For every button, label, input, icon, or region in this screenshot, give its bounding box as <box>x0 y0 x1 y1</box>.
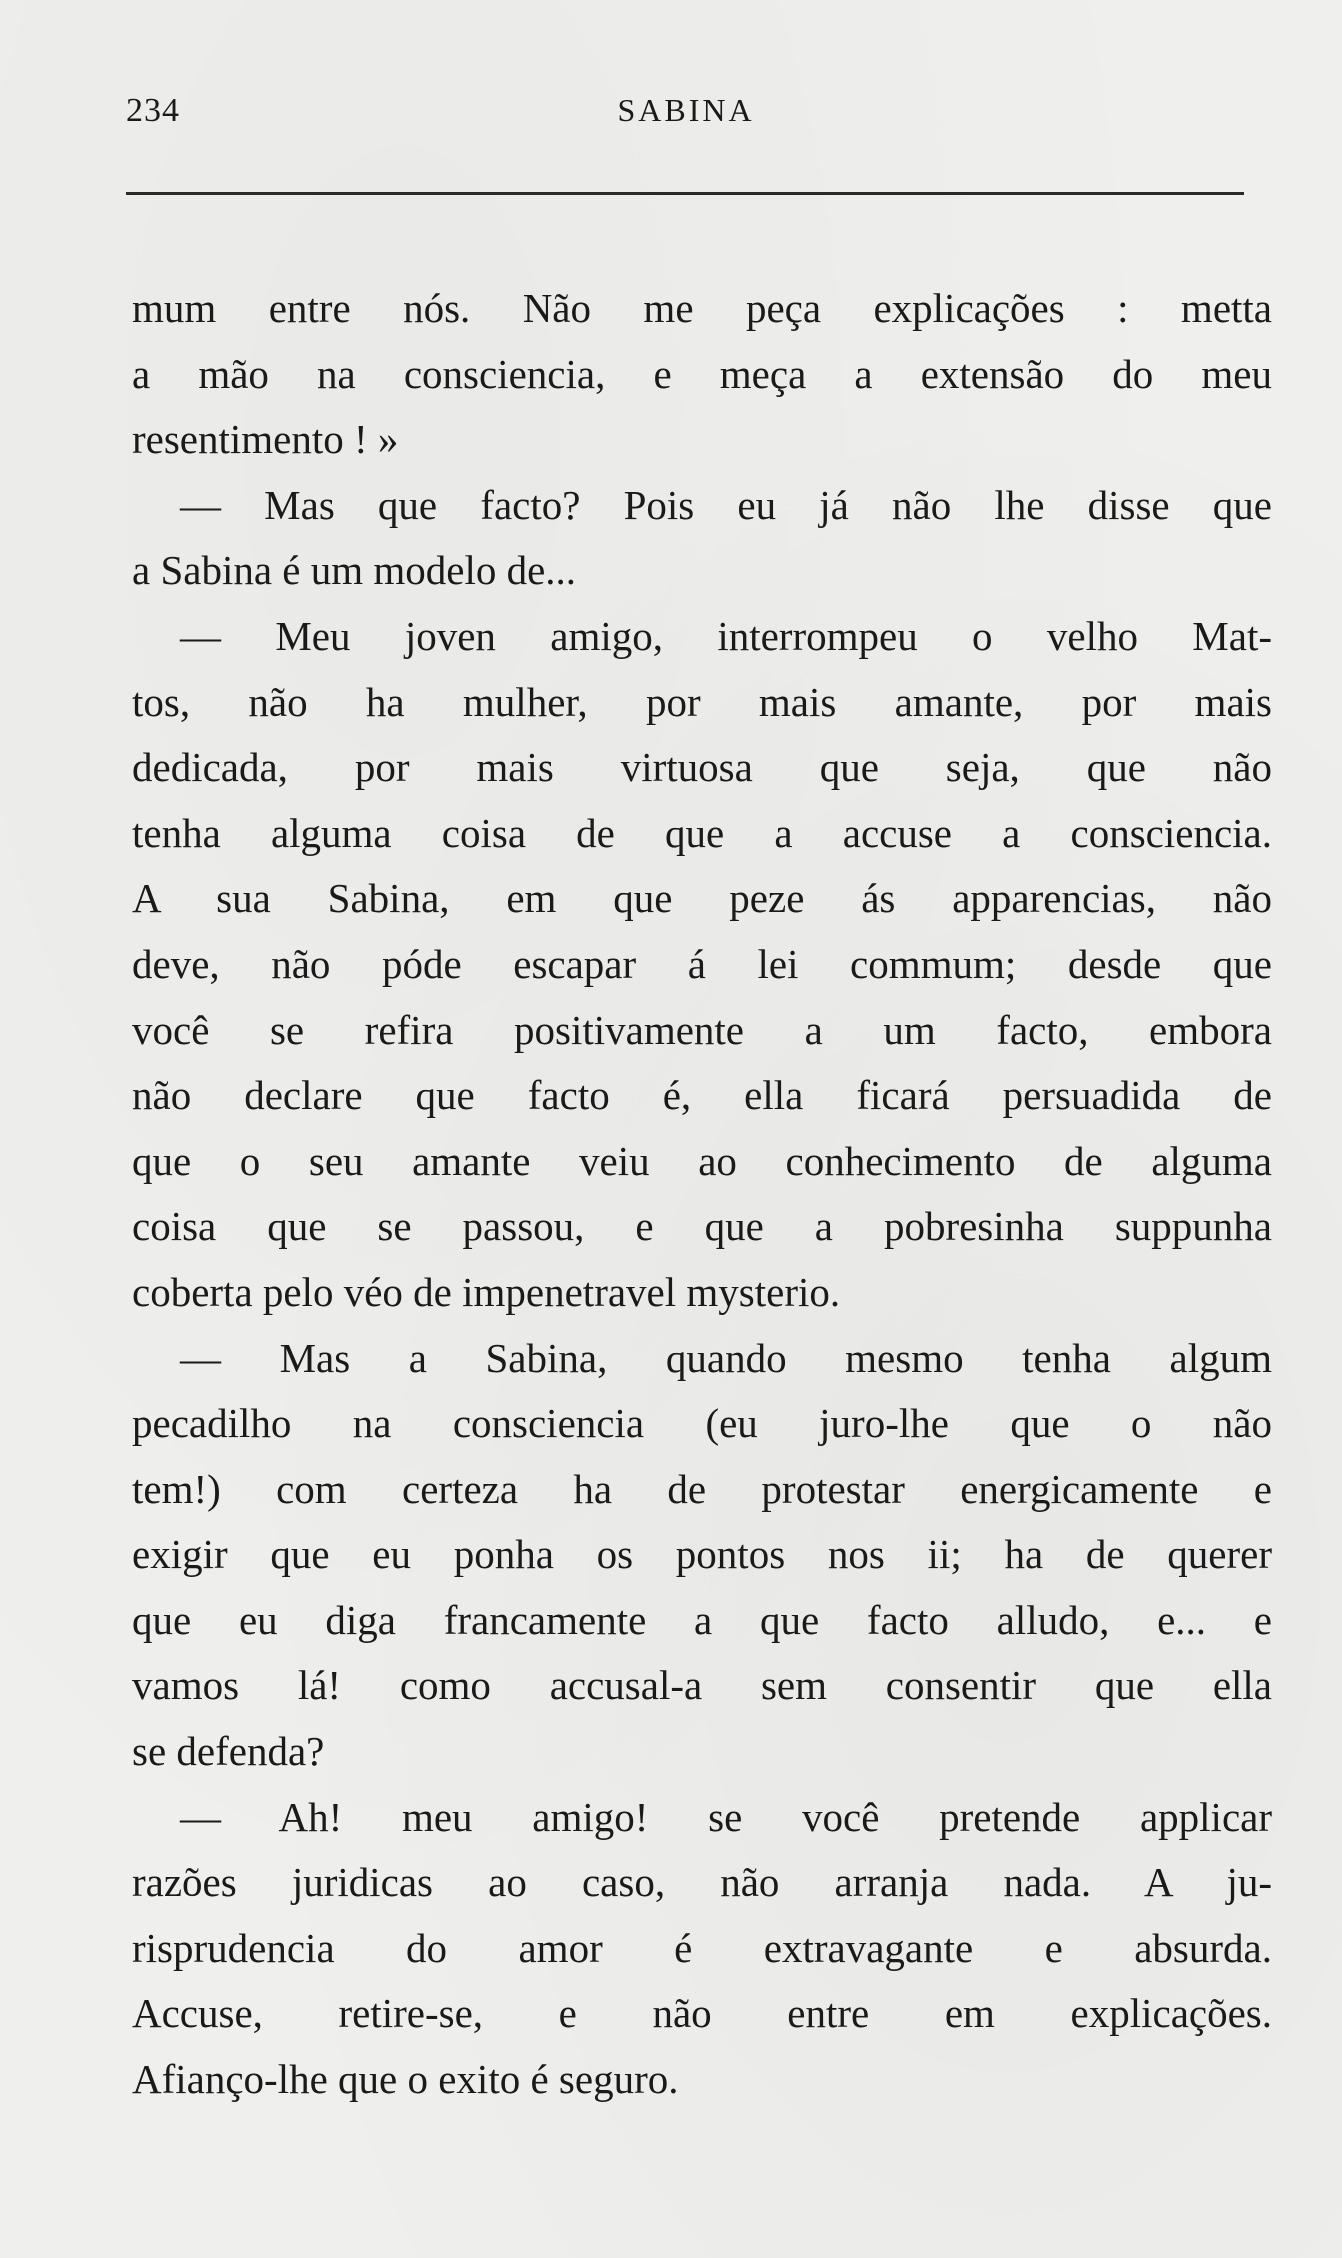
text-line: que eu diga francamente a que facto alludo, e... e <box>132 1596 1272 1643</box>
text-line: tos, não ha mulher, por mais amante, por mais <box>132 678 1272 725</box>
text-line: você se refira positivamente a um facto, embora <box>132 1006 1272 1053</box>
text-line: pecadilho na consciencia (eu juro-lhe que o não <box>132 1400 1272 1447</box>
text-line: — Mas a Sabina, quando mesmo tenha algum <box>180 1334 1272 1381</box>
text-line: coberta pelo véo de impenetravel mysterio. <box>132 1268 841 1315</box>
page-number: 234 <box>126 92 180 129</box>
running-title: SABINA <box>617 92 755 128</box>
text-line: Accuse, retire-se, e não entre em explicações. <box>132 1990 1272 2037</box>
header-rule <box>126 192 1244 195</box>
text-line: mum entre nós. Não me peça explicações : metta <box>132 285 1272 331</box>
text-line: A sua Sabina, em que peze ás apparencias, não <box>132 875 1272 922</box>
text-line: vamos lá! como accusal-a sem consentir que ella <box>132 1662 1272 1709</box>
text-line: coisa que se passou, e que a pobresinha suppunha <box>132 1203 1272 1250</box>
text-line: tenha alguma coisa de que a accuse a consciencia. <box>132 809 1272 856</box>
text-line: dedicada, por mais virtuosa que seja, que não <box>132 744 1272 791</box>
text-line: tem!) com certeza ha de protestar energicamente e <box>132 1465 1272 1512</box>
text-line: se defenda? <box>132 1728 325 1775</box>
text-line: risprudencia do amor é extravagante e absurda. <box>132 1924 1272 1971</box>
text-line: não declare que facto é, ella ficará persuadida de <box>132 1072 1272 1119</box>
text-line: que o seu amante veiu ao conhecimento de alguma <box>132 1137 1272 1184</box>
text-line: — Meu joven amigo, interrompeu o velho Mat- <box>180 612 1272 659</box>
text-line: exigir que eu ponha os pontos nos ii; ha de querer <box>132 1531 1272 1578</box>
text-line: a Sabina é um modelo de... <box>132 547 577 594</box>
text-line: — Ah! meu amigo! se você pretende applicar <box>180 1793 1272 1840</box>
body-text <box>132 276 1272 2113</box>
text-line: Afianço-lhe que o exito é seguro. <box>132 2056 679 2103</box>
text-line: resentimento ! » <box>132 416 399 463</box>
text-line: deve, não póde escapar á lei commum; desde que <box>132 940 1272 987</box>
text-line: — Mas que facto? Pois eu já não lhe disse que <box>180 481 1272 528</box>
page-header <box>126 92 1246 148</box>
text-line: a mão na consciencia, e meça a extensão do meu <box>132 350 1272 397</box>
text-line: razões juridicas ao caso, não arranja nada. A ju- <box>132 1859 1272 1906</box>
